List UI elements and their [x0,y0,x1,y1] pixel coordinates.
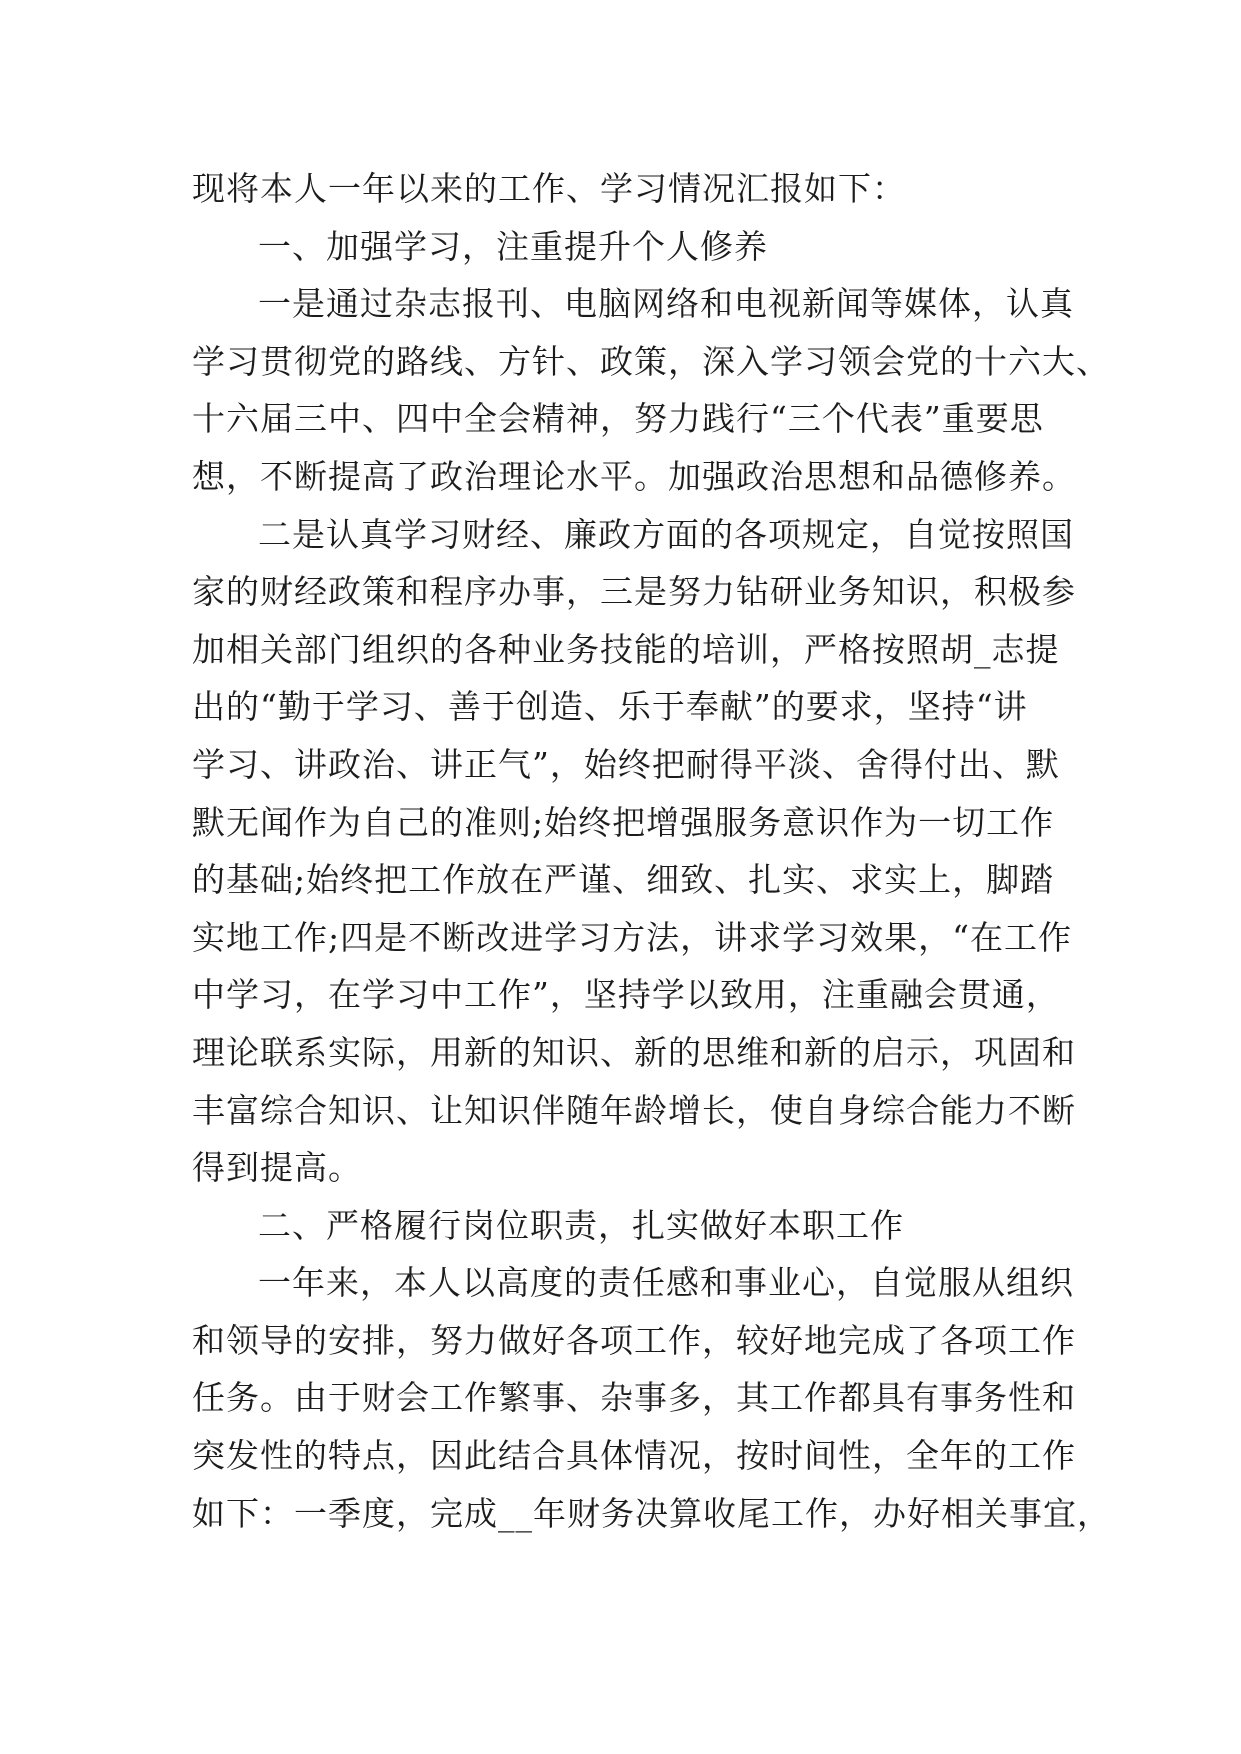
text-line: 突发性的特点，因此结合具体情况，按时间性，全年的工作 [192,1436,1076,1476]
text-line: 中学习，在学习中工作”，坚持学以致用，注重融会贯通， [192,975,1060,1015]
text-line: 理论联系实际，用新的知识、新的思维和新的启示，巩固和 [192,1032,1076,1072]
text-line: 的基础;始终把工作放在严谨、细致、扎实、求实上，脚踏 [192,860,1055,900]
text-line: 得到提高。 [192,1148,362,1188]
text-line: 出的“勤于学习、善于创造、乐于奉献”的要求，坚持“讲 [192,687,1028,727]
text-line: 十六届三中、四中全会精神，努力践行“三个代表”重要思 [192,399,1044,439]
text-line: 实地工作;四是不断改进学习方法，讲求学习效果，“在工作 [192,917,1072,957]
document-body [192,160,1111,1542]
text-line: 一年来，本人以高度的责任感和事业心，自觉服从组织 [258,1263,1074,1303]
text-line: 学习、讲政治、讲正气”，始终把耐得平淡、舍得付出、默 [192,744,1060,784]
text-line: 学习贯彻党的路线、方针、政策，深入学习领会党的十六大、 [192,341,1110,381]
section-heading: 二、严格履行岗位职责，扎实做好本职工作 [258,1205,904,1245]
text-line: 想，不断提高了政治理论水平。加强政治思想和品德修养。 [192,456,1076,496]
text-line: 默无闻作为自己的准则;始终把增强服务意识作为一切工作 [192,802,1055,842]
text-line: 丰富综合知识、让知识伴随年龄增长，使自身综合能力不断 [192,1090,1076,1130]
text-line: 现将本人一年以来的工作、学习情况汇报如下： [192,169,906,208]
text-line: 任务。由于财会工作繁事、杂事多，其工作都具有事务性和 [192,1378,1076,1418]
text-line: 加相关部门组织的各种业务技能的培训，严格按照胡_志提 [192,629,1060,669]
text-line: 一是通过杂志报刊、电脑网络和电视新闻等媒体，认真 [258,284,1074,324]
section-heading: 一、加强学习，注重提升个人修养 [258,226,768,266]
text-line: 如下：一季度，完成__年财务决算收尾工作，办好相关事宜， [192,1493,1111,1533]
text-line: 二是认真学习财经、廉政方面的各项规定，自觉按照国 [258,514,1074,554]
text-line: 和领导的安排，努力做好各项工作，较好地完成了各项工作 [192,1320,1076,1360]
text-line: 家的财经政策和程序办事，三是努力钻研业务知识，积极参 [192,572,1076,612]
